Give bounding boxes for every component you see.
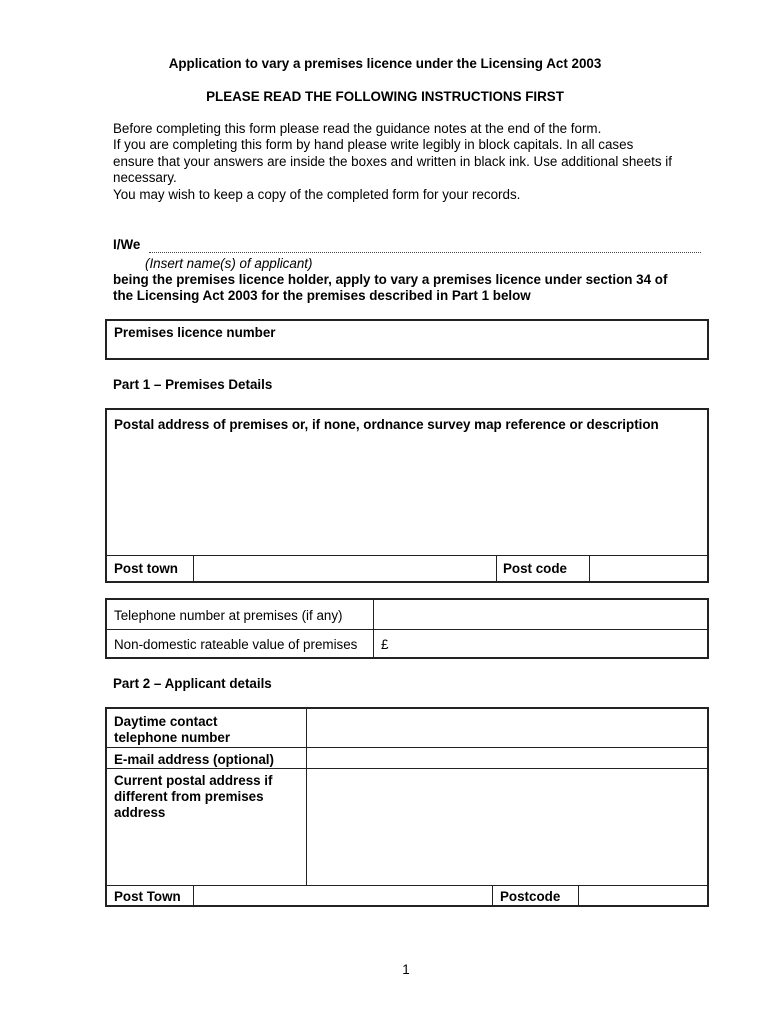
page-number: 1 <box>402 962 410 977</box>
premises-address-label: Postal address of premises or, if none, ordnance survey map reference or description <box>114 417 659 432</box>
applicant-name-hint: (Insert name(s) of applicant) <box>145 256 313 271</box>
applicant-postcode-label: Postcode <box>500 889 561 904</box>
telephone-field[interactable] <box>376 602 705 628</box>
current-address-label: Current postal address if different from premises address <box>114 773 273 820</box>
instruction-line: Before completing this form please read the guidance notes at the end of the form. <box>113 121 602 136</box>
statement-line: the Licensing Act 2003 for the premises described in Part 1 below <box>113 288 531 304</box>
applicant-details-box <box>105 707 709 907</box>
current-address-field[interactable] <box>309 770 705 884</box>
applicant-statement <box>113 272 667 305</box>
instruction-line: ensure that your answers are inside the boxes and written in black ink. Use additional sheets if <box>113 153 672 169</box>
applicant-name-field[interactable] <box>149 252 701 253</box>
part1-heading: Part 1 – Premises Details <box>113 377 273 392</box>
applicant-post-town-label: Post Town <box>114 889 181 904</box>
premises-contact-box <box>105 598 709 659</box>
currency-symbol: £ <box>381 637 389 652</box>
licence-number-box[interactable] <box>105 319 709 360</box>
form-title: Application to vary a premises licence under the Licensing Act 2003 <box>168 56 602 71</box>
post-code-field[interactable] <box>592 557 705 579</box>
instructions-heading: PLEASE READ THE FOLLOWING INSTRUCTIONS FIRST <box>206 89 564 104</box>
email-field[interactable] <box>309 749 705 767</box>
daytime-phone-field[interactable] <box>309 711 705 746</box>
instruction-line: necessary. <box>113 170 177 186</box>
licence-number-label: Premises licence number <box>114 325 276 340</box>
post-town-field[interactable] <box>196 557 494 579</box>
email-label: E-mail address (optional) <box>114 752 274 767</box>
telephone-label: Telephone number at premises (if any) <box>114 608 343 623</box>
statement-line: being the premises licence holder, apply to vary a premises licence under section 34 of <box>113 272 668 287</box>
rateable-value-field[interactable] <box>391 631 705 655</box>
instruction-line: If you are completing this form by hand please write legibly in block capitals. In all cases <box>113 137 634 153</box>
post-code-label: Post code <box>503 561 567 576</box>
iwe-label: I/We <box>113 237 141 252</box>
applicant-postcode-field[interactable] <box>581 887 705 905</box>
part2-heading: Part 2 – Applicant details <box>113 676 272 691</box>
daytime-phone-label: Daytime contact telephone number <box>114 714 231 745</box>
applicant-post-town-field[interactable] <box>196 887 490 905</box>
rateable-value-label: Non-domestic rateable value of premises <box>114 637 358 652</box>
instructions-block <box>113 121 713 203</box>
instruction-line: You may wish to keep a copy of the completed form for your records. <box>113 186 521 202</box>
premises-address-field[interactable] <box>109 438 705 554</box>
premises-address-box <box>105 408 709 583</box>
post-town-label: Post town <box>114 561 178 576</box>
